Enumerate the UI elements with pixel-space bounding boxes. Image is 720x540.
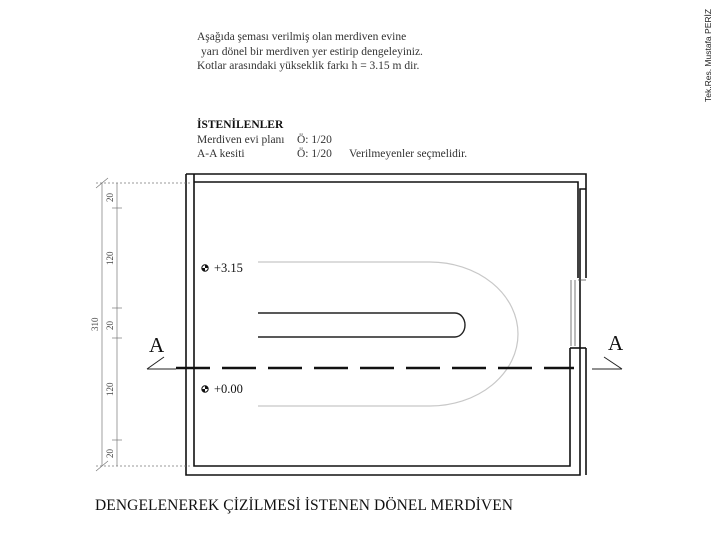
task-line-3: Kotlar arasındaki yükseklik farkı h = 3.15 m dir. <box>197 60 420 72</box>
task-line-2: yarı dönel bir merdiven yer estirip dengeleyiniz. <box>201 45 423 58</box>
section-label: A-A kesiti <box>197 148 245 160</box>
plan-label: Merdiven evi planı <box>197 133 285 146</box>
section-scale: Ö: 1/20 <box>297 148 332 160</box>
dimension-total: 310 <box>90 317 100 331</box>
drawing-caption: DENGELENEREK ÇİZİLMESİ İSTENEN DÖNEL MERDİVEN <box>95 497 514 514</box>
dimension-segment-4: 120 <box>105 382 115 396</box>
dimension-segment-2: 120 <box>105 251 115 265</box>
stair-outline <box>258 262 518 406</box>
wall-inner-top <box>194 182 578 278</box>
section-label-right: A <box>608 331 624 355</box>
task-line-1: Aşağıda şeması verilmiş olan merdiven evine <box>197 31 407 43</box>
level-marker-bottom-icon <box>202 386 208 392</box>
stair-well <box>258 313 465 337</box>
level-marker-top-icon <box>202 265 208 271</box>
dimension-segment-1: 20 <box>105 193 115 202</box>
section-label-left: A <box>149 333 165 357</box>
section-marker-right <box>592 357 622 369</box>
dimension-segment-3: 20 <box>105 321 115 330</box>
dimension-segment-5: 20 <box>105 449 115 458</box>
plan-scale: Ö: 1/20 <box>297 133 332 146</box>
section-marker-left <box>147 357 176 369</box>
level-top: +3.15 <box>214 261 243 275</box>
requirements-heading: İSTENİLENLER <box>197 119 284 131</box>
requirements-note: Verilmeyenler seçmelidir. <box>349 148 468 160</box>
level-bottom: +0.00 <box>214 382 243 396</box>
window-opening <box>571 280 586 346</box>
author-credit-text: Tek.Res. Mustafa PERİZ <box>703 8 713 102</box>
stair-outer-curve <box>258 262 518 406</box>
